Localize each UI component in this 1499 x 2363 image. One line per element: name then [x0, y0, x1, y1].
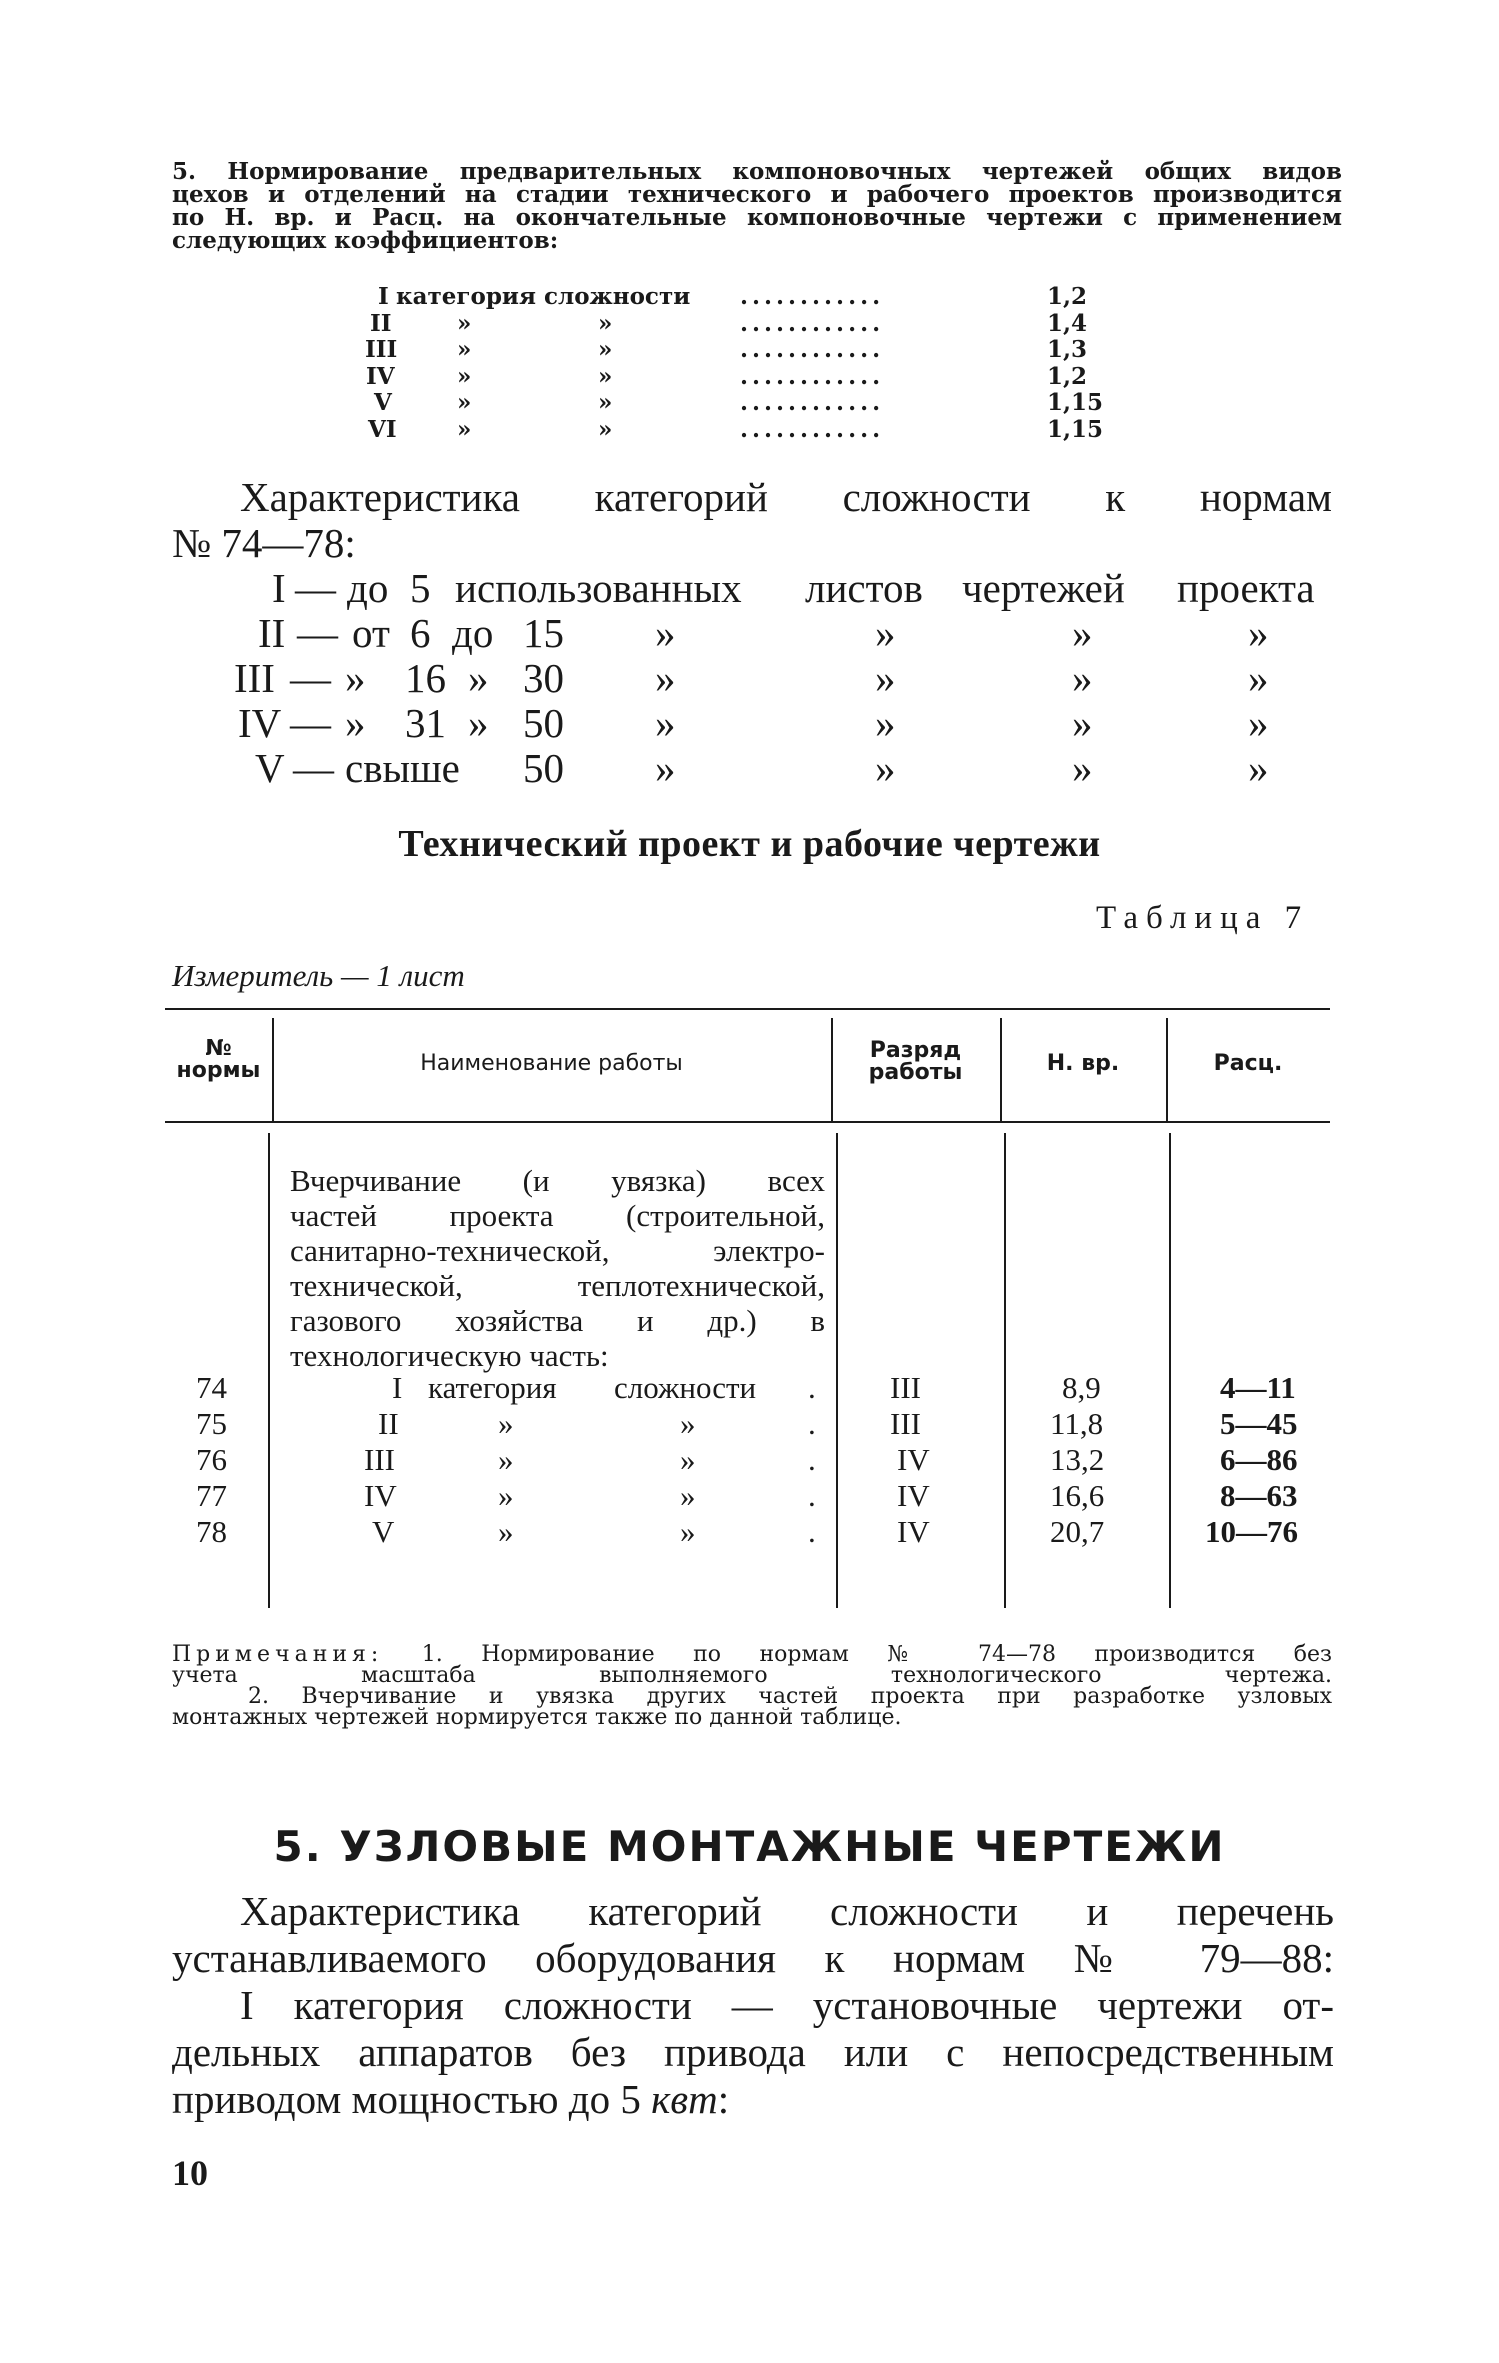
text-line: дельных аппаратов без привода или с непосредственным: [172, 2029, 1334, 2075]
dash: —: [293, 745, 334, 791]
paragraph-5: [172, 160, 1342, 252]
note-text: 1. Нормирование по нормам № 74—78 производится без: [421, 1642, 1332, 1667]
text-word: к: [1105, 474, 1126, 520]
rate: 10—76: [1205, 1514, 1298, 1549]
time-norm: 13,2: [1050, 1442, 1105, 1477]
text-line: устанавливаемого оборудования к нормам № 79—88:: [172, 1935, 1334, 1981]
category-numeral: I: [272, 565, 286, 611]
text-word: до: [452, 610, 494, 656]
text-word: использованных: [455, 565, 742, 611]
section-5-text: [172, 1888, 1334, 2123]
leader-dots: ............: [740, 415, 885, 443]
page-number: 10: [172, 2153, 208, 2193]
ditto-mark: »: [1248, 655, 1269, 701]
section-title: 5. УЗЛОВЫЕ МОНТАЖНЫЕ ЧЕРТЕЖИ: [273, 1822, 1226, 1871]
table-number: Таблица 7: [1096, 900, 1310, 936]
coefficient-value: 1,3: [1047, 336, 1088, 363]
ditto-mark: »: [345, 655, 366, 701]
range-to: 30: [523, 655, 564, 701]
category-numeral: I: [392, 1370, 403, 1405]
text-line: монтажных чертежей нормируется также по данной таблице.: [172, 1705, 902, 1730]
header-rate: Расц.: [1213, 1051, 1283, 1076]
leader-dot: .: [808, 1406, 816, 1441]
work-grade: III: [890, 1370, 921, 1405]
ditto-mark: »: [680, 1442, 696, 1477]
category-label: сложности: [614, 1370, 757, 1405]
work-grade: III: [890, 1406, 921, 1441]
ditto-mark: »: [457, 336, 472, 363]
text-line: санитарно-технической, электро-: [290, 1233, 825, 1268]
text-word: свыше: [345, 745, 460, 791]
dash: —: [295, 565, 336, 611]
text-line: технологическую часть:: [290, 1338, 609, 1373]
range-from: 16: [405, 655, 446, 701]
ditto-mark: »: [598, 415, 613, 443]
header-work-grade: [831, 1040, 1000, 1084]
leader-dots: ............: [740, 389, 885, 416]
ditto-mark: »: [598, 389, 613, 416]
time-norm: 8,9: [1062, 1370, 1101, 1405]
category-row: [0, 746, 1499, 791]
text-fragment: приводом мощностью до 5: [172, 2076, 641, 2122]
text-word: нормам: [1199, 474, 1332, 520]
coefficient-value: 1,15: [1047, 415, 1104, 443]
notes-label: Примечания:: [172, 1642, 384, 1667]
category-numeral: IV: [366, 362, 395, 390]
unit-text: квт: [651, 2076, 718, 2122]
text-line: Вчерчивание (и увязка) всех: [290, 1163, 825, 1198]
leader-dot: .: [808, 1478, 816, 1513]
text-word: от: [352, 610, 390, 656]
ditto-mark: »: [1248, 610, 1269, 656]
category-numeral: II: [378, 1406, 399, 1441]
category-numeral: III: [234, 655, 275, 701]
leader-dot: .: [808, 1370, 816, 1405]
text-line: [172, 2076, 1334, 2123]
ditto-mark: »: [457, 309, 472, 337]
text-word: сложности: [842, 474, 1031, 520]
category-numeral: III: [364, 1442, 395, 1477]
text-line: [172, 1644, 1332, 1665]
header-text: работы: [868, 1060, 963, 1085]
ditto-mark: »: [598, 336, 613, 363]
text-word: Характеристика: [240, 474, 520, 520]
work-grade: IV: [897, 1478, 930, 1513]
category-numeral: V: [255, 745, 285, 791]
ditto-mark: »: [680, 1406, 696, 1441]
measurement-unit: Измеритель — 1 лист: [172, 958, 465, 993]
coefficient-value: 1,2: [1047, 362, 1088, 390]
text-line: технической, теплотехнической,: [290, 1268, 825, 1303]
norm-number: 76: [196, 1442, 227, 1477]
norm-number: 75: [196, 1406, 227, 1441]
leader-dots: ............: [740, 362, 885, 390]
ditto-mark: »: [655, 745, 676, 791]
time-norm: 20,7: [1050, 1514, 1105, 1549]
table-header-rule: [165, 1121, 1330, 1123]
time-norm: 16,6: [1050, 1478, 1105, 1513]
category-numeral: III: [365, 336, 398, 363]
text-line: следующих коэффициентов:: [172, 227, 559, 254]
header-text: №: [205, 1036, 232, 1061]
text-fragment: :: [717, 2076, 730, 2122]
ditto-mark: »: [1072, 745, 1093, 791]
range-from: 5: [410, 565, 431, 611]
ditto-mark: »: [345, 700, 366, 746]
header-work-name: Наименование работы: [420, 1051, 683, 1076]
category-numeral: VI: [368, 415, 397, 443]
leader-dots: ............: [740, 336, 885, 363]
text-line: частей проекта (строительной,: [290, 1198, 825, 1233]
ditto-mark: »: [1072, 655, 1093, 701]
text-line: 2. Вчерчивание и увязка других частей проекта при разработке узловых: [248, 1684, 1332, 1709]
header-norm-number: [165, 1038, 272, 1082]
ditto-mark: »: [655, 655, 676, 701]
table-row: [0, 1478, 1499, 1514]
text-word: чертежей: [962, 565, 1125, 611]
category-numeral: V: [374, 389, 392, 416]
category-row: [0, 701, 1499, 746]
dash: —: [290, 655, 331, 701]
rate: 4—11: [1220, 1370, 1296, 1405]
range-from: 6: [410, 610, 431, 656]
category-row: [0, 656, 1499, 701]
ditto-mark: »: [1248, 745, 1269, 791]
text-line: Характеристика категорий сложности и перечень: [240, 1888, 1334, 1934]
range-to: 15: [523, 610, 564, 656]
header-text: нормы: [176, 1058, 261, 1083]
header-text: Разряд: [869, 1038, 962, 1063]
ditto-mark: »: [498, 1514, 514, 1549]
ditto-mark: »: [598, 309, 613, 337]
text-word: проекта: [1177, 565, 1315, 611]
category-list: [0, 566, 1499, 791]
norm-number: 74: [196, 1370, 227, 1405]
range-to: 50: [523, 745, 564, 791]
ditto-mark: »: [875, 745, 896, 791]
table-row: [0, 1370, 1499, 1406]
table-row: [0, 1406, 1499, 1442]
ditto-mark: »: [680, 1514, 696, 1549]
norm-number: 77: [196, 1478, 227, 1513]
rate: 6—86: [1220, 1442, 1298, 1477]
ditto-mark: »: [655, 610, 676, 656]
header-time-norm: Н. вр.: [1046, 1051, 1120, 1076]
text-line: цехов и отделений на стадии технического и рабочего проектов производится: [172, 181, 1342, 208]
ditto-mark: »: [1248, 700, 1269, 746]
ditto-mark: »: [680, 1478, 696, 1513]
text-word: листов: [805, 565, 923, 611]
range-from: 31: [405, 700, 446, 746]
text-line: учета масштаба выполняемого технологического чертежа.: [172, 1663, 1332, 1688]
category-numeral: IV: [364, 1478, 397, 1513]
ditto-mark: »: [498, 1478, 514, 1513]
dash: —: [297, 610, 338, 656]
coefficient-value: 1,2: [1047, 283, 1088, 310]
text-word: категорий: [594, 474, 768, 520]
leader-dots: ............: [740, 309, 885, 337]
category-numeral: IV: [238, 700, 282, 746]
ditto-mark: »: [655, 700, 676, 746]
ditto-mark: »: [875, 655, 896, 701]
category-numeral: II: [370, 309, 392, 337]
table-body: [0, 1370, 1499, 1550]
category-label: категория: [428, 1370, 557, 1405]
text-line: № 74—78:: [172, 520, 356, 566]
work-description: [290, 1163, 825, 1373]
section-heading: Технический проект и рабочие чертежи: [398, 823, 1101, 865]
work-grade: IV: [897, 1442, 930, 1477]
table-notes: [172, 1644, 1332, 1728]
category-label: категория сложности: [396, 283, 691, 310]
characteristic-paragraph: [172, 474, 1332, 566]
category-row: [0, 611, 1499, 656]
leader-dot: .: [808, 1442, 816, 1477]
text-line: 5. Нормирование предварительных компоновочных чертежей общих видов: [172, 158, 1342, 185]
coefficient-value: 1,15: [1047, 389, 1104, 416]
text-line: газового хозяйства и др.) в: [290, 1303, 825, 1338]
ditto-mark: »: [598, 362, 613, 390]
ditto-mark: »: [457, 362, 472, 390]
ditto-mark: »: [1072, 700, 1093, 746]
text-word: до: [347, 565, 389, 611]
ditto-mark: »: [468, 655, 489, 701]
dash: —: [290, 700, 331, 746]
category-numeral: II: [258, 610, 286, 656]
category-numeral: I: [378, 283, 389, 310]
ditto-mark: »: [498, 1442, 514, 1477]
table-top-rule: [165, 1008, 1330, 1010]
ditto-mark: »: [875, 700, 896, 746]
coefficient-value: 1,4: [1047, 309, 1088, 337]
ditto-mark: »: [1072, 610, 1093, 656]
ditto-mark: »: [457, 415, 472, 443]
table-row: [0, 1514, 1499, 1550]
range-to: 50: [523, 700, 564, 746]
rate: 8—63: [1220, 1478, 1298, 1513]
ditto-mark: »: [498, 1406, 514, 1441]
ditto-mark: »: [875, 610, 896, 656]
ditto-mark: »: [468, 700, 489, 746]
norm-number: 78: [196, 1514, 227, 1549]
work-grade: IV: [897, 1514, 930, 1549]
category-row: [0, 566, 1499, 611]
table-row: [0, 1442, 1499, 1478]
ditto-mark: »: [457, 389, 472, 416]
category-numeral: V: [372, 1514, 395, 1549]
text-line: [240, 474, 1332, 520]
time-norm: 11,8: [1050, 1406, 1104, 1441]
leader-dot: .: [808, 1514, 816, 1549]
rate: 5—45: [1220, 1406, 1298, 1441]
text-line: I категория сложности — установочные чертежи от-: [240, 1982, 1334, 2028]
text-line: по Н. вр. и Расц. на окончательные компоновочные чертежи с применением: [172, 204, 1342, 231]
leader-dots: ............: [740, 283, 885, 310]
